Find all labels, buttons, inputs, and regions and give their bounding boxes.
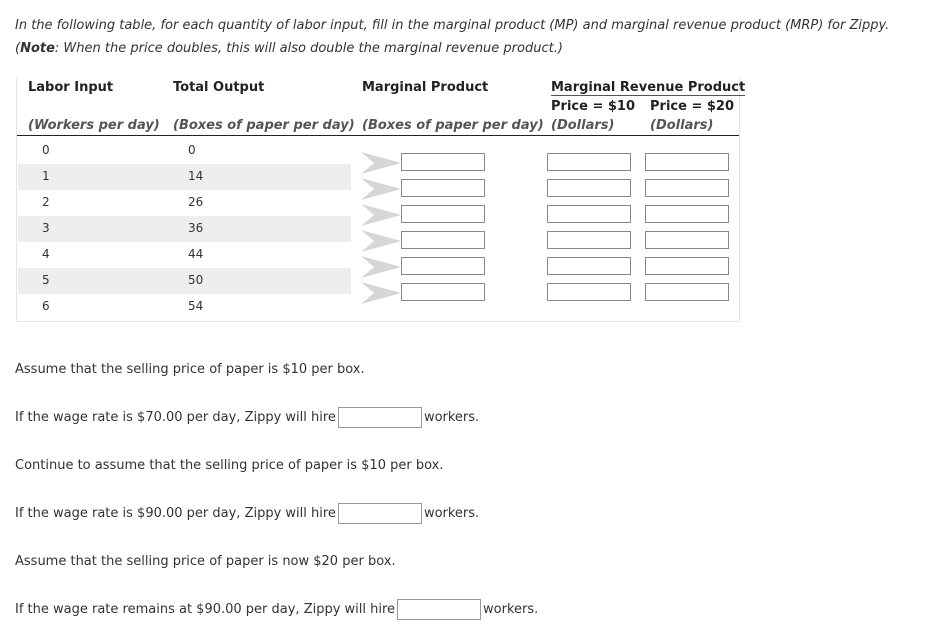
labor-cell: 2 <box>42 195 50 209</box>
mp-input[interactable] <box>401 231 485 249</box>
labor-cell: 5 <box>42 273 50 287</box>
labor-cell: 4 <box>42 247 50 261</box>
question-1 <box>15 407 479 428</box>
header-price-10: Price = $10 <box>551 99 635 114</box>
question-1-suffix: workers. <box>423 410 480 425</box>
arrow-right-icon <box>361 230 401 252</box>
question-2-prefix: If the wage rate is $90.00 per day, Zippy will hire <box>15 506 336 521</box>
mp-input[interactable] <box>401 205 485 223</box>
header-marginal-product: Marginal Product <box>362 80 489 95</box>
arrow-right-icon <box>361 256 401 278</box>
arrow-right-icon <box>361 152 401 174</box>
mrp-price10-input[interactable] <box>547 205 631 223</box>
output-cell: 44 <box>188 247 204 261</box>
header-labor-input: Labor Input <box>28 80 114 95</box>
mrp-price20-input[interactable] <box>645 205 729 223</box>
hire-input-wage-70[interactable] <box>338 407 422 428</box>
mrp-price10-input[interactable] <box>547 231 631 249</box>
arrow-right-icon <box>361 204 401 226</box>
arrow-right-icon <box>361 178 401 200</box>
unit-labor-input: (Workers per day) <box>28 118 160 133</box>
output-cell: 36 <box>188 221 204 235</box>
arrow-right-icon <box>361 282 401 304</box>
assumption-3: Assume that the selling price of paper is now $20 per box. <box>15 554 396 569</box>
header-mrp: Marginal Revenue Product <box>551 80 746 95</box>
mrp-price20-input[interactable] <box>645 179 729 197</box>
mrp-price20-input[interactable] <box>645 153 729 171</box>
note-label: Note <box>20 41 55 56</box>
mp-input[interactable] <box>401 179 485 197</box>
question-2 <box>15 503 479 524</box>
labor-cell: 0 <box>42 143 50 157</box>
mp-input[interactable] <box>401 257 485 275</box>
output-cell: 14 <box>188 169 204 183</box>
mrp-price10-input[interactable] <box>547 153 631 171</box>
row-stripe <box>18 216 351 242</box>
instructions-text-2: : When the price doubles, this will also double the marginal revenue product.) <box>54 41 563 56</box>
unit-price-10: (Dollars) <box>551 118 615 133</box>
output-cell: 26 <box>188 195 204 209</box>
mrp-price10-input[interactable] <box>547 283 631 301</box>
instructions-text: In the following table, for each quantity of labor input, fill in the marginal product (MP) and marginal revenue product (MRP) for Zippy. ( <box>15 18 890 56</box>
assumption-2: Continue to assume that the selling price of paper is $10 per box. <box>15 458 444 473</box>
labor-cell: 3 <box>42 221 50 235</box>
output-cell: 54 <box>188 299 204 313</box>
question-3-prefix: If the wage rate remains at $90.00 per day, Zippy will hire <box>15 602 396 617</box>
mp-input[interactable] <box>401 153 485 171</box>
mrp-price20-input[interactable] <box>645 231 729 249</box>
output-cell: 0 <box>188 143 196 157</box>
header-divider <box>17 135 739 136</box>
row-stripe <box>18 268 351 294</box>
mrp-price20-input[interactable] <box>645 257 729 275</box>
mrp-price10-input[interactable] <box>547 179 631 197</box>
labor-cell: 1 <box>42 169 50 183</box>
mrp-price20-input[interactable] <box>645 283 729 301</box>
mp-mrp-table <box>16 77 746 322</box>
mp-input[interactable] <box>401 283 485 301</box>
question-2-suffix: workers. <box>423 506 480 521</box>
instructions <box>15 14 930 60</box>
header-total-output: Total Output <box>173 80 265 95</box>
question-3 <box>15 599 538 620</box>
unit-marginal-product: (Boxes of paper per day) <box>362 118 544 133</box>
mrp-price10-input[interactable] <box>547 257 631 275</box>
unit-price-20: (Dollars) <box>650 118 714 133</box>
hire-input-wage-90[interactable] <box>338 503 422 524</box>
assumption-1: Assume that the selling price of paper is $10 per box. <box>15 362 365 377</box>
output-cell: 50 <box>188 273 204 287</box>
header-price-20: Price = $20 <box>650 99 734 114</box>
question-1-prefix: If the wage rate is $70.00 per day, Zippy will hire <box>15 410 336 425</box>
question-3-suffix: workers. <box>483 602 539 617</box>
hire-input-price-20[interactable] <box>397 599 481 620</box>
unit-total-output: (Boxes of paper per day) <box>173 118 355 133</box>
labor-cell: 6 <box>42 299 50 313</box>
row-stripe <box>18 164 351 190</box>
